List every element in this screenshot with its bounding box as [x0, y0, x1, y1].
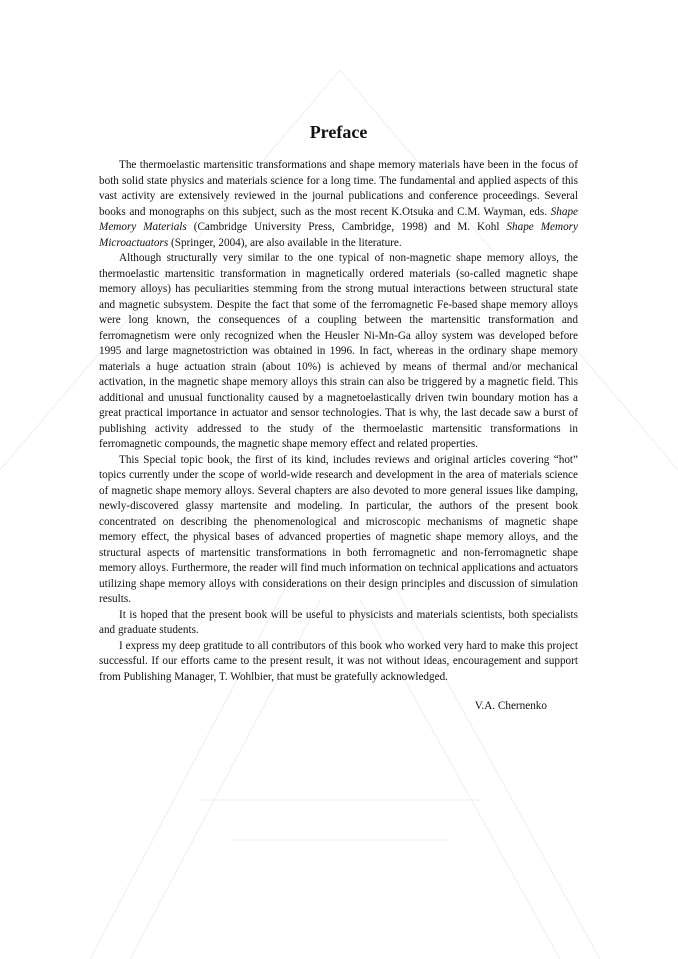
author-signature: V.A. Chernenko — [474, 700, 547, 712]
page-title: Preface — [309, 122, 368, 142]
paragraph-5: I express my deep gratitude to all contributors of this book who worked very hard to make this project successful. If our efforts came to the present result, it was not without ideas, encouragement and support from Publishing Manager, T. Wohlbier, that must be gratefully acknowledged. — [99, 639, 578, 683]
paragraph-3: This Special topic book, the first of its kind, includes reviews and original articles covering “hot” topics currently under the scope of world-wide research and development in the area of materials science of magnetic shape memory alloys. Several chapters are also devoted to more general issues like damping, newly-discovered glassy martensite and modeling. In particular, the authors of the present book concentrated on describing the phenomenological and microscopic mechanisms of magnetic shape memory effect, the physical bases of advanced properties of magnetic shape memory alloys, and the structural aspects of martensitic transformations in both ferromagnetic and non-ferromagnetic shape memory alloys. Furthermore, the reader will find much information on technical applications and actuators utilizing shape memory alloys with considerations on their design principles and discussion of simulation results. — [99, 453, 578, 605]
paragraph-1-text-a: The thermoelastic martensitic transformations and shape memory materials have been in the focus of both solid state physics and materials science for a long time. The fundamental and applied aspects of this vast activity are extensively reviewed in the journal publications and conference proceedings. Several books and monographs on this subject, such as the most recent K.Otsuka and C.M. Wayman, eds. — [99, 159, 578, 218]
book-title-shape-memory-microactuators: Shape Memory Microactuators — [99, 221, 578, 249]
paragraph-2: Although structurally very similar to the one typical of non-magnetic shape memory alloys, the thermoelastic martensitic transformation in magnetically ordered materials (so-called magnetic shape memory alloys) has peculiarities stemming from the strong mutual interactions between structural state and magnetic subsystem. Despite the fact that some of the ferromagnetic Fe-based shape memory alloys were long known, the consequences of a coupling between the martensitic transformation and ferromagnetism were only recognized when the Heusler Ni-Mn-Ga alloy system was developed before 1995 and large magnetostriction was obtained in 1996. In fact, whereas in the ordinary shape memory materials a huge actuation strain (about 10%) is achieved by means of thermal and/or mechanical activation, in the magnetic shape memory alloys this strain can also be triggered by a magnetic field. This additional and unusual functionality caused by a magnetoelastically driven twin boundary motion has a great practical importance in actuator and sensor technologies. That is why, the last decade saw a burst of publishing activity addressed to the study of the thermoelastic martensitic transformations in ferromagnetic compounds, the magnetic shape memory effect and related properties. — [99, 252, 578, 450]
book-title-shape-memory-materials: Shape Memory Materials — [99, 205, 578, 233]
preface-page — [99, 121, 578, 715]
paragraph-1-text-c: (Springer, 2004), are also available in the literature. — [168, 236, 402, 249]
paragraph-4: It is hoped that the present book will be useful to physicists and materials scientists, both specialists and graduate students. — [99, 608, 578, 636]
paragraph-1-text-b: (Cambridge University Press, Cambridge, 1998) and M. Kohl — [186, 221, 507, 233]
paragraph-1 — [99, 158, 578, 251]
